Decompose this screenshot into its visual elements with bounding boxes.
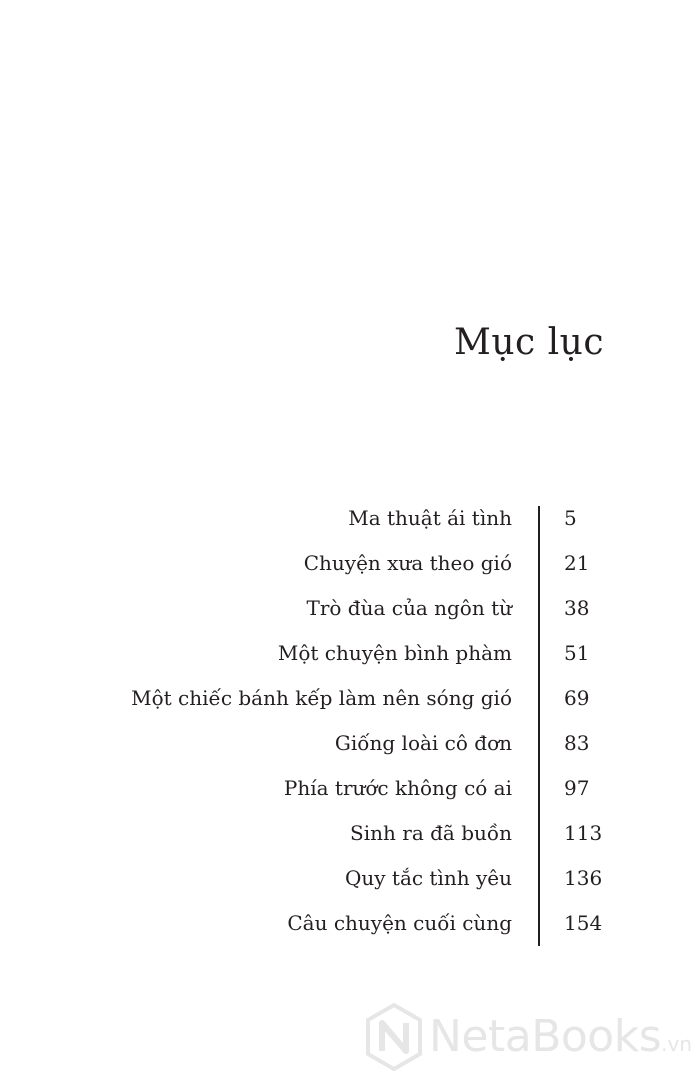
toc-entry bbox=[0, 500, 700, 540]
toc-page-number: 51 bbox=[564, 641, 590, 665]
toc-chapter-title: Một chuyện bình phàm bbox=[277, 641, 512, 665]
page-title: Mục lục bbox=[453, 322, 604, 363]
toc-chapter-title: Một chiếc bánh kếp làm nên sóng gió bbox=[131, 686, 512, 710]
toc-page-number: 154 bbox=[564, 911, 603, 935]
watermark-text bbox=[429, 1011, 692, 1062]
toc-page-number: 38 bbox=[564, 596, 590, 620]
netabooks-logo-icon bbox=[365, 1003, 423, 1071]
toc-page-number: 83 bbox=[564, 731, 590, 755]
toc-chapter-title: Sinh ra đã buồn bbox=[350, 821, 512, 845]
toc-entry bbox=[0, 770, 700, 810]
toc-page-number: 97 bbox=[564, 776, 590, 800]
toc-page-number: 5 bbox=[564, 506, 577, 530]
watermark-brand: NetaBooks bbox=[429, 1011, 662, 1062]
table-of-contents bbox=[0, 500, 700, 950]
toc-chapter-title: Câu chuyện cuối cùng bbox=[287, 911, 512, 935]
toc-page-number: 69 bbox=[564, 686, 590, 710]
toc-chapter-title: Quy tắc tình yêu bbox=[344, 866, 512, 890]
toc-page-number: 136 bbox=[564, 866, 603, 890]
toc-chapter-title: Ma thuật ái tình bbox=[348, 506, 512, 530]
toc-entry bbox=[0, 815, 700, 855]
toc-entry bbox=[0, 680, 700, 720]
toc-entry bbox=[0, 635, 700, 675]
toc-chapter-title: Giống loài cô đơn bbox=[334, 731, 512, 755]
toc-chapter-title: Chuyện xưa theo gió bbox=[303, 551, 512, 575]
toc-chapter-title: Trò đùa của ngôn từ bbox=[306, 596, 512, 620]
toc-entry bbox=[0, 860, 700, 900]
watermark-suffix: .vn bbox=[661, 1032, 693, 1056]
toc-page-number: 21 bbox=[564, 551, 590, 575]
toc-entry bbox=[0, 590, 700, 630]
toc-entry bbox=[0, 905, 700, 945]
watermark bbox=[365, 1003, 695, 1071]
toc-page-number: 113 bbox=[564, 821, 603, 845]
toc-entry bbox=[0, 725, 700, 765]
toc-chapter-title: Phía trước không có ai bbox=[283, 776, 512, 800]
toc-entry bbox=[0, 545, 700, 585]
